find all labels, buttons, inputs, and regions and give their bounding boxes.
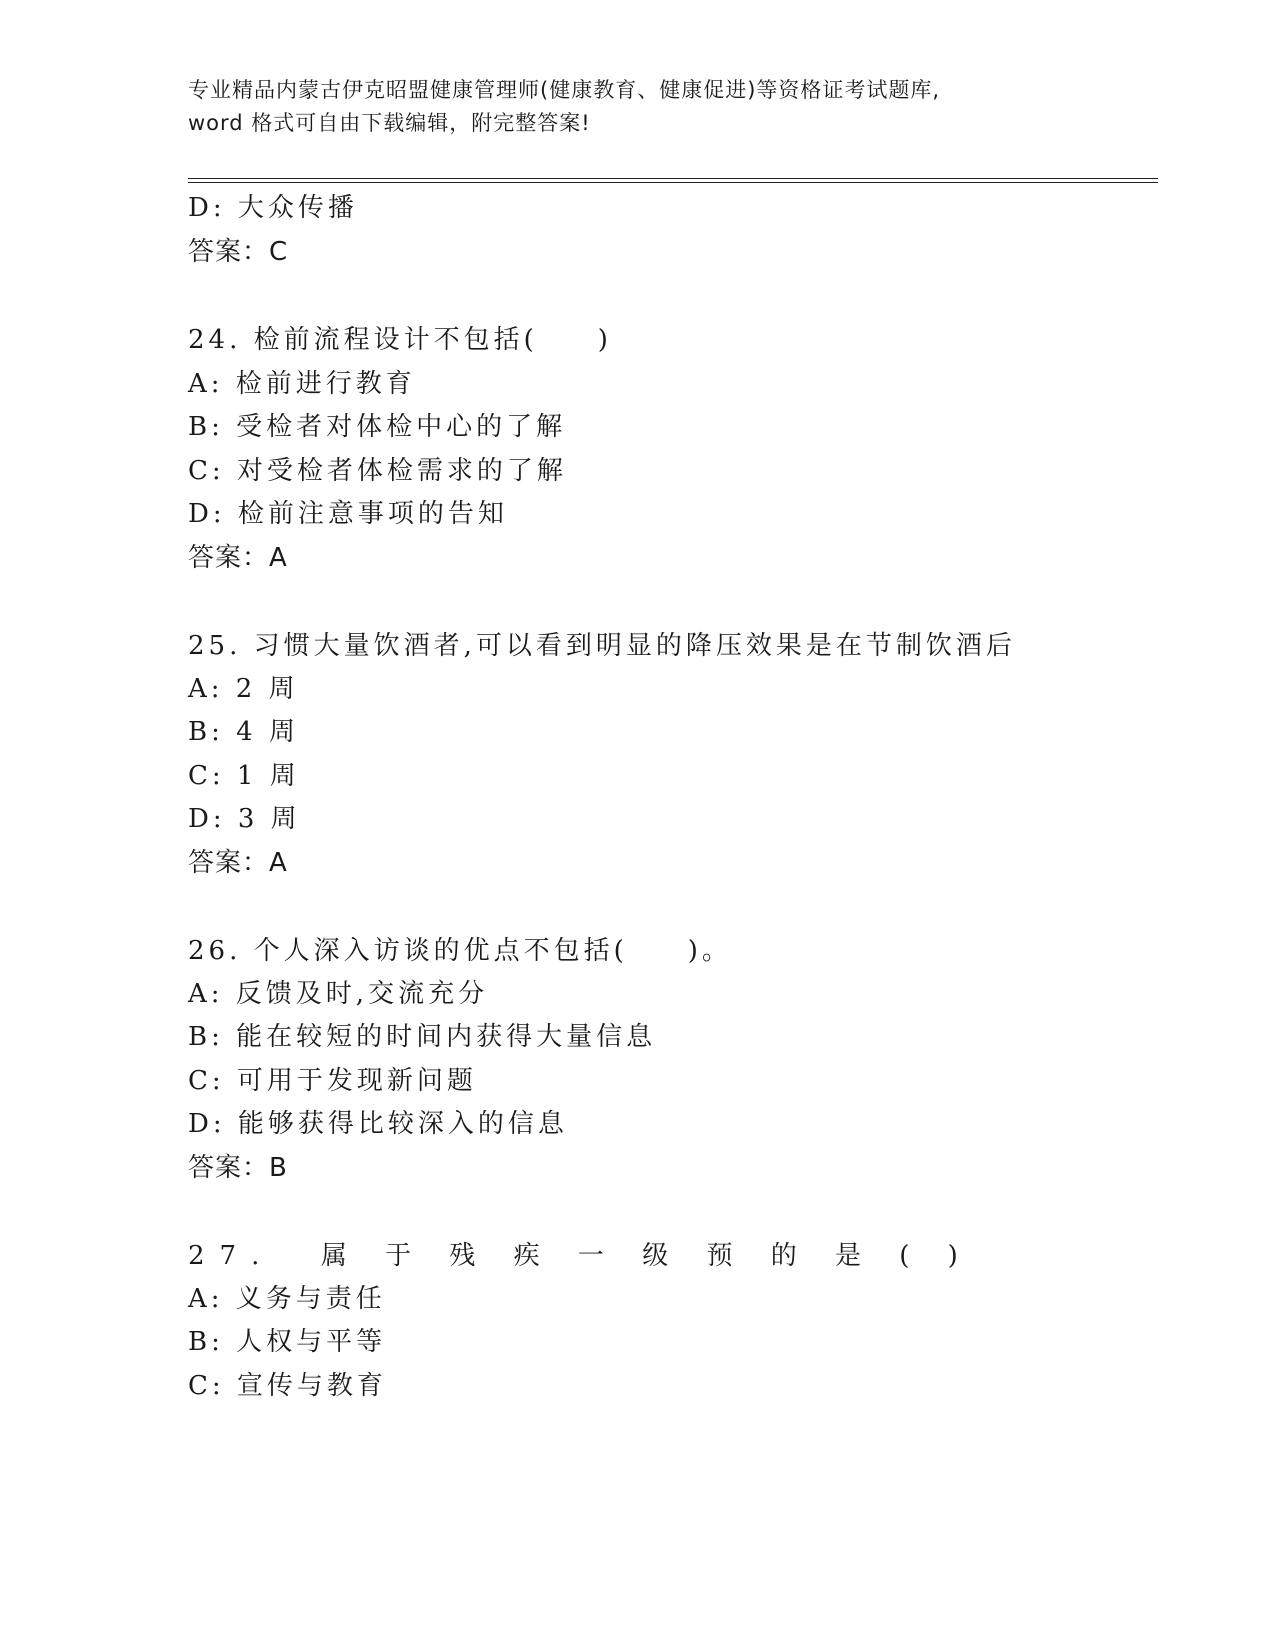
option-line: B: 能在较短的时间内获得大量信息 <box>188 1022 657 1052</box>
option-line: D: 能够获得比较深入的信息 <box>188 1109 568 1139</box>
question-line: 24. 检前流程设计不包括( ) <box>188 325 612 355</box>
option-line: A: 检前进行教育 <box>188 369 416 399</box>
header-line-1: 专业精品内蒙古伊克昭盟健康管理师(健康教育、健康促进)等资格证考试题库, <box>188 78 941 102</box>
option-line: C: 宣传与教育 <box>188 1371 387 1401</box>
answer-line: 答案：C <box>188 237 289 267</box>
option-line: B: 4 周 <box>188 717 299 747</box>
option-line: B: 人权与平等 <box>188 1327 387 1357</box>
document-header <box>188 74 1088 140</box>
option-line: C: 对受检者体检需求的了解 <box>188 456 567 486</box>
option-line: C: 1 周 <box>188 761 300 791</box>
option-line: A: 反馈及时,交流充分 <box>188 979 489 1009</box>
header-line-2: word 格式可自由下载编辑，附完整答案! <box>188 111 591 135</box>
question-line: 26. 个人深入访谈的优点不包括( )。 <box>188 936 732 966</box>
option-line: C: 可用于发现新问题 <box>188 1066 477 1096</box>
answer-line: 答案：B <box>188 1153 288 1183</box>
option-line: B: 受检者对体检中心的了解 <box>188 412 567 442</box>
header-divider <box>188 178 1158 183</box>
option-line: A: 2 周 <box>188 674 299 704</box>
option-line: D: 3 周 <box>188 804 301 834</box>
question-line: 27. 属 于 残 疾 一 级 预 的 是 ( ) <box>188 1241 973 1271</box>
option-line: D: 检前注意事项的告知 <box>188 499 508 529</box>
option-line: D: 大众传播 <box>188 193 358 223</box>
option-line: A: 义务与责任 <box>188 1284 386 1314</box>
answer-line: 答案：A <box>188 543 288 573</box>
question-line: 25. 习惯大量饮酒者,可以看到明显的降压效果是在节制饮酒后 <box>188 631 1016 661</box>
answer-line: 答案：A <box>188 848 288 878</box>
